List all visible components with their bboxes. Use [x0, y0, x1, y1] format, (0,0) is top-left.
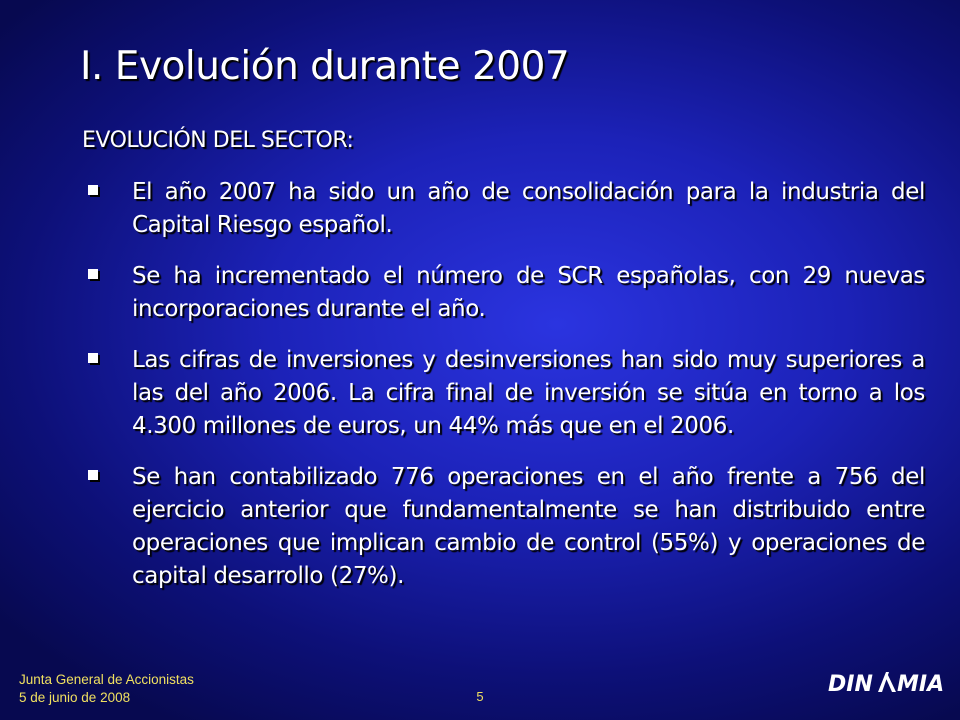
bullet-item [82, 176, 925, 242]
logo-text-right: MIA [897, 672, 945, 697]
bullet-item [82, 461, 925, 593]
square-bullet-icon [88, 353, 98, 363]
square-bullet-icon [88, 269, 98, 279]
square-bullet-icon [88, 470, 98, 480]
bullet-item [82, 344, 925, 443]
bullet-text: Se ha incrementado el número de SCR españolas, con 29 nuevas incorporaciones durante el año. [132, 263, 925, 322]
bullet-text: El año 2007 ha sido un año de consolidación para la industria del Capital Riesgo español. [132, 179, 925, 238]
bullet-item [82, 260, 925, 326]
square-bullet-icon [88, 185, 98, 195]
page-number: 5 [476, 689, 484, 704]
logo-text-left: DIN [828, 672, 873, 697]
section-heading: EVOLUCIÓN DEL SECTOR: [82, 128, 354, 153]
logo-mark-stroke [885, 673, 896, 692]
bullet-text: Se han contabilizado 776 operaciones en el año frente a 756 del ejercicio anterior que fundamentalmente se han distribuido entre operaciones que implican cambio de control (55%) y operaciones de capital desarrollo (27%). [132, 464, 925, 589]
bullet-text: Las cifras de inversiones y desinversiones han sido muy superiores a las del año 2006. La cifra final de inversión se sitúa en torno a los 4.300 millones de euros, un 44% más que en el 2006. [132, 347, 925, 439]
dinamia-logo [826, 665, 946, 699]
footer-date: 5 de junio de 2008 [19, 690, 131, 705]
footer-event: Junta General de Accionistas [19, 672, 194, 687]
slide-title: I. Evolución durante 2007 [80, 44, 570, 89]
bullet-list [82, 176, 925, 611]
